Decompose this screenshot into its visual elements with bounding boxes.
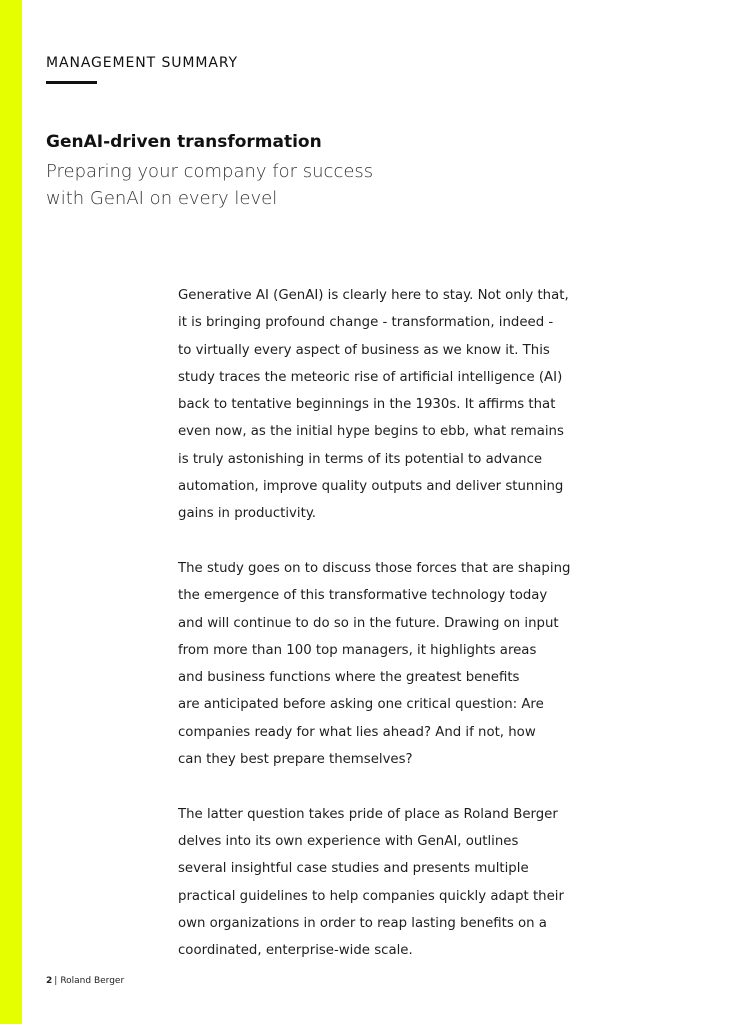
- text-line: from more than 100 top managers, it highlights areas: [178, 642, 537, 658]
- subtitle-line: with GenAI on every level: [46, 188, 278, 209]
- text-line: study traces the meteoric rise of artificial intelligence (AI): [178, 369, 563, 385]
- subtitle-line: Preparing your company for success: [46, 161, 374, 182]
- text-line: back to tentative beginnings in the 1930s. It affirms that: [178, 397, 556, 413]
- footer-brand: Roland Berger: [60, 976, 125, 986]
- text-line: Generative AI (GenAI) is clearly here to stay. Not only that,: [178, 288, 569, 303]
- page-number: 2: [46, 976, 53, 986]
- text-line: even now, as the initial hype begins to ebb, what remains: [178, 424, 564, 440]
- text-line: companies ready for what lies ahead? And if not, how: [178, 724, 536, 740]
- text-line: gains in productivity.: [178, 506, 317, 522]
- text-line: delves into its own experience with GenAI, outlines: [178, 833, 519, 849]
- text-line: own organizations in order to reap lasting benefits on a: [178, 915, 547, 931]
- text-line: and will continue to do so in the future. Drawing on input: [178, 615, 559, 631]
- text-line: the emergence of this transformative technology today: [178, 588, 548, 604]
- page-title: GenAI-driven transformation: [46, 132, 322, 152]
- footer-separator: |: [54, 976, 58, 986]
- body-paragraph-2: [178, 555, 598, 773]
- body-text: [178, 282, 598, 992]
- text-line: it is bringing profound change - transformation, indeed -: [178, 315, 554, 331]
- text-line: several insightful case studies and presents multiple: [178, 861, 529, 877]
- text-line: The study goes on to discuss those forces that are shaping: [178, 560, 571, 576]
- section-underline: [46, 81, 97, 84]
- text-line: are anticipated before asking one critical question: Are: [178, 697, 544, 713]
- text-line: practical guidelines to help companies quickly adapt their: [178, 888, 564, 904]
- page-footer: [46, 976, 124, 986]
- body-paragraph-1: [178, 282, 598, 528]
- accent-bar: [0, 0, 22, 1024]
- text-line: coordinated, enterprise-wide scale.: [178, 943, 413, 959]
- text-line: The latter question takes pride of place as Roland Berger: [178, 806, 558, 822]
- text-line: and business functions where the greatest benefits: [178, 670, 520, 686]
- body-paragraph-3: [178, 801, 598, 965]
- text-line: can they best prepare themselves?: [178, 752, 413, 768]
- section-label: MANAGEMENT SUMMARY: [46, 55, 239, 71]
- text-line: to virtually every aspect of business as we know it. This: [178, 342, 550, 358]
- text-line: is truly astonishing in terms of its potential to advance: [178, 451, 543, 467]
- text-line: automation, improve quality outputs and deliver stunning: [178, 479, 564, 495]
- page-subtitle: [46, 158, 373, 212]
